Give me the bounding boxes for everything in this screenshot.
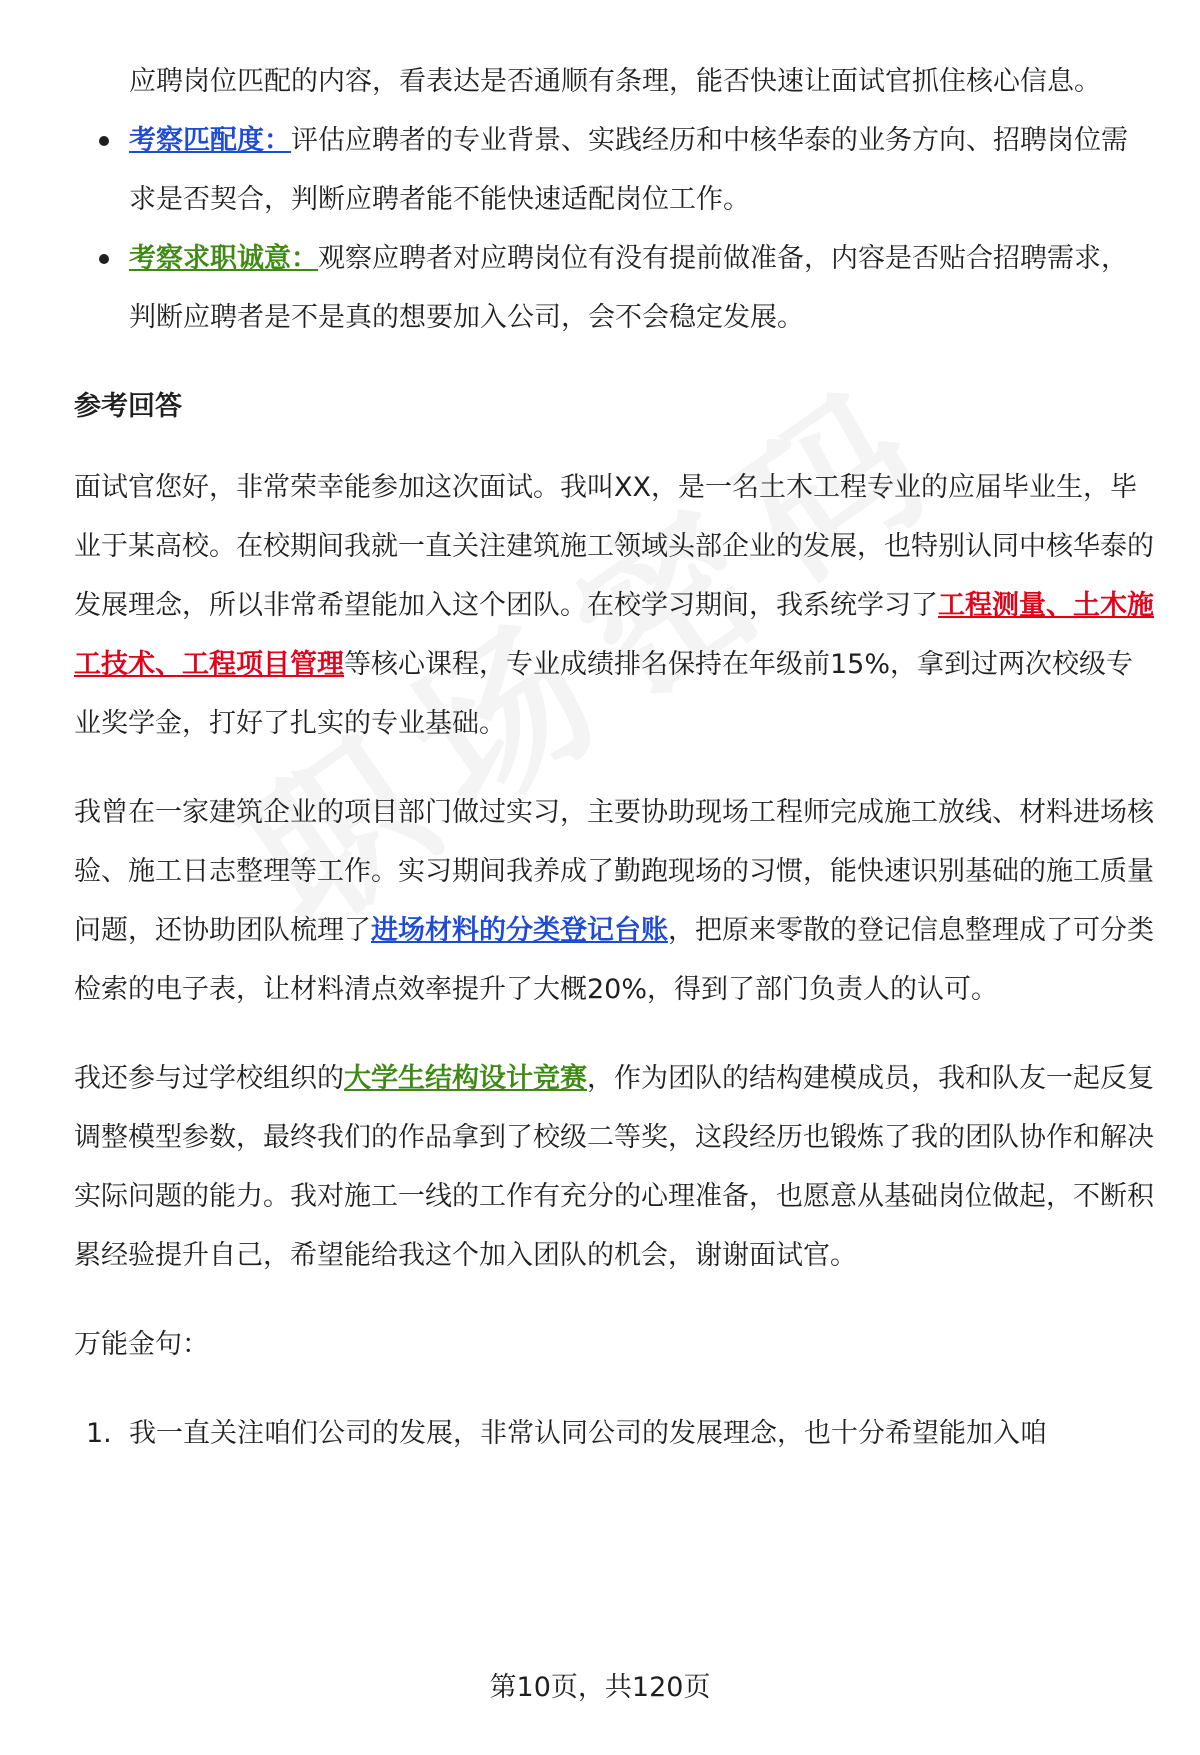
p2-after: ，把原来零散的登记信息整理成了可分类检索的电子表，让材料清点效率提升了大概20%，得到了部门负责人的认可。 — [74, 915, 1154, 1005]
p3-highlight: 大学生结构设计竞赛 — [344, 1063, 587, 1094]
bullet-sincerity-body: 观察应聘者对应聘岗位有没有提前做准备，内容是否贴合招聘需求，判断应聘者是不是真的想要加入公司，会不会稳定发展。 — [129, 243, 1128, 333]
bullet-match-body: 评估应聘者的专业背景、实践经历和中核华泰的业务方向、招聘岗位需求是否契合，判断应聘者能不能快速适配岗位工作。 — [129, 125, 1128, 215]
document-page — [74, 52, 1154, 1463]
p2-before: 我曾在一家建筑企业的项目部门做过实习，主要协助现场工程师完成施工放线、材料进场核验、施工日志整理等工作。实习期间我养成了勤跑现场的习惯，能快速识别基础的施工质量问题，还协助团队梳理了 — [74, 797, 1154, 946]
golden-item-1 — [74, 1404, 1154, 1463]
page-footer: 第10页，共120页 — [489, 1672, 711, 1703]
answer-paragraph-3 — [74, 1049, 1154, 1285]
bullet-sincerity — [74, 229, 1154, 347]
golden-item-1-text — [86, 1404, 1154, 1463]
golden-item-1-number: 1. — [86, 1418, 112, 1449]
p3-after: ，作为团队的结构建模成员，我和队友一起反复调整模型参数，最终我们的作品拿到了校级二等奖，这段经历也锻炼了我的团队协作和解决实际问题的能力。我对施工一线的工作有充分的心理准备，也愿意从基础岗位做起，不断积累经验提升自己，希望能给我这个加入团队的机会，谢谢面试官。 — [74, 1063, 1154, 1271]
p1-after: 等核心课程，专业成绩排名保持在年级前15%，拿到过两次校级专业奖学金，打好了扎实的专业基础。 — [74, 649, 1134, 739]
bullet-match-label: 考察匹配度： — [129, 125, 291, 156]
p2-highlight: 进场材料的分类登记台账 — [371, 915, 668, 946]
answer-heading: 参考回答 — [74, 391, 182, 422]
bullet-sincerity-label: 考察求职诚意： — [129, 243, 318, 274]
p1-highlight: 工程测量、土木施工技术、工程项目管理 — [74, 590, 1154, 680]
p3-before: 我还参与过学校组织的 — [74, 1063, 344, 1094]
p1-before: 面试官您好，非常荣幸能参加这次面试。我叫XX，是一名土木工程专业的应届毕业生，毕业于某高校。在校期间我就一直关注建筑施工领域头部企业的发展，也特别认同中核华泰的发展理念，所以非常希望能加入这个团队。在校学习期间，我系统学习了 — [74, 472, 1154, 621]
criteria-list — [74, 111, 1154, 347]
golden-item-1-body: 我一直关注咱们公司的发展，非常认同公司的发展理念，也十分希望能加入咱 — [129, 1418, 1047, 1449]
bullet-match-text — [129, 111, 1154, 229]
bullet-sincerity-text — [129, 229, 1154, 347]
golden-heading: 万能金句： — [74, 1329, 209, 1360]
intro-continuation: 应聘岗位匹配的内容，看表达是否通顺有条理，能否快速让面试官抓住核心信息。 — [129, 66, 1101, 97]
bullet-match — [74, 111, 1154, 229]
answer-paragraph-2 — [74, 783, 1154, 1019]
answer-paragraph-1 — [74, 458, 1154, 753]
